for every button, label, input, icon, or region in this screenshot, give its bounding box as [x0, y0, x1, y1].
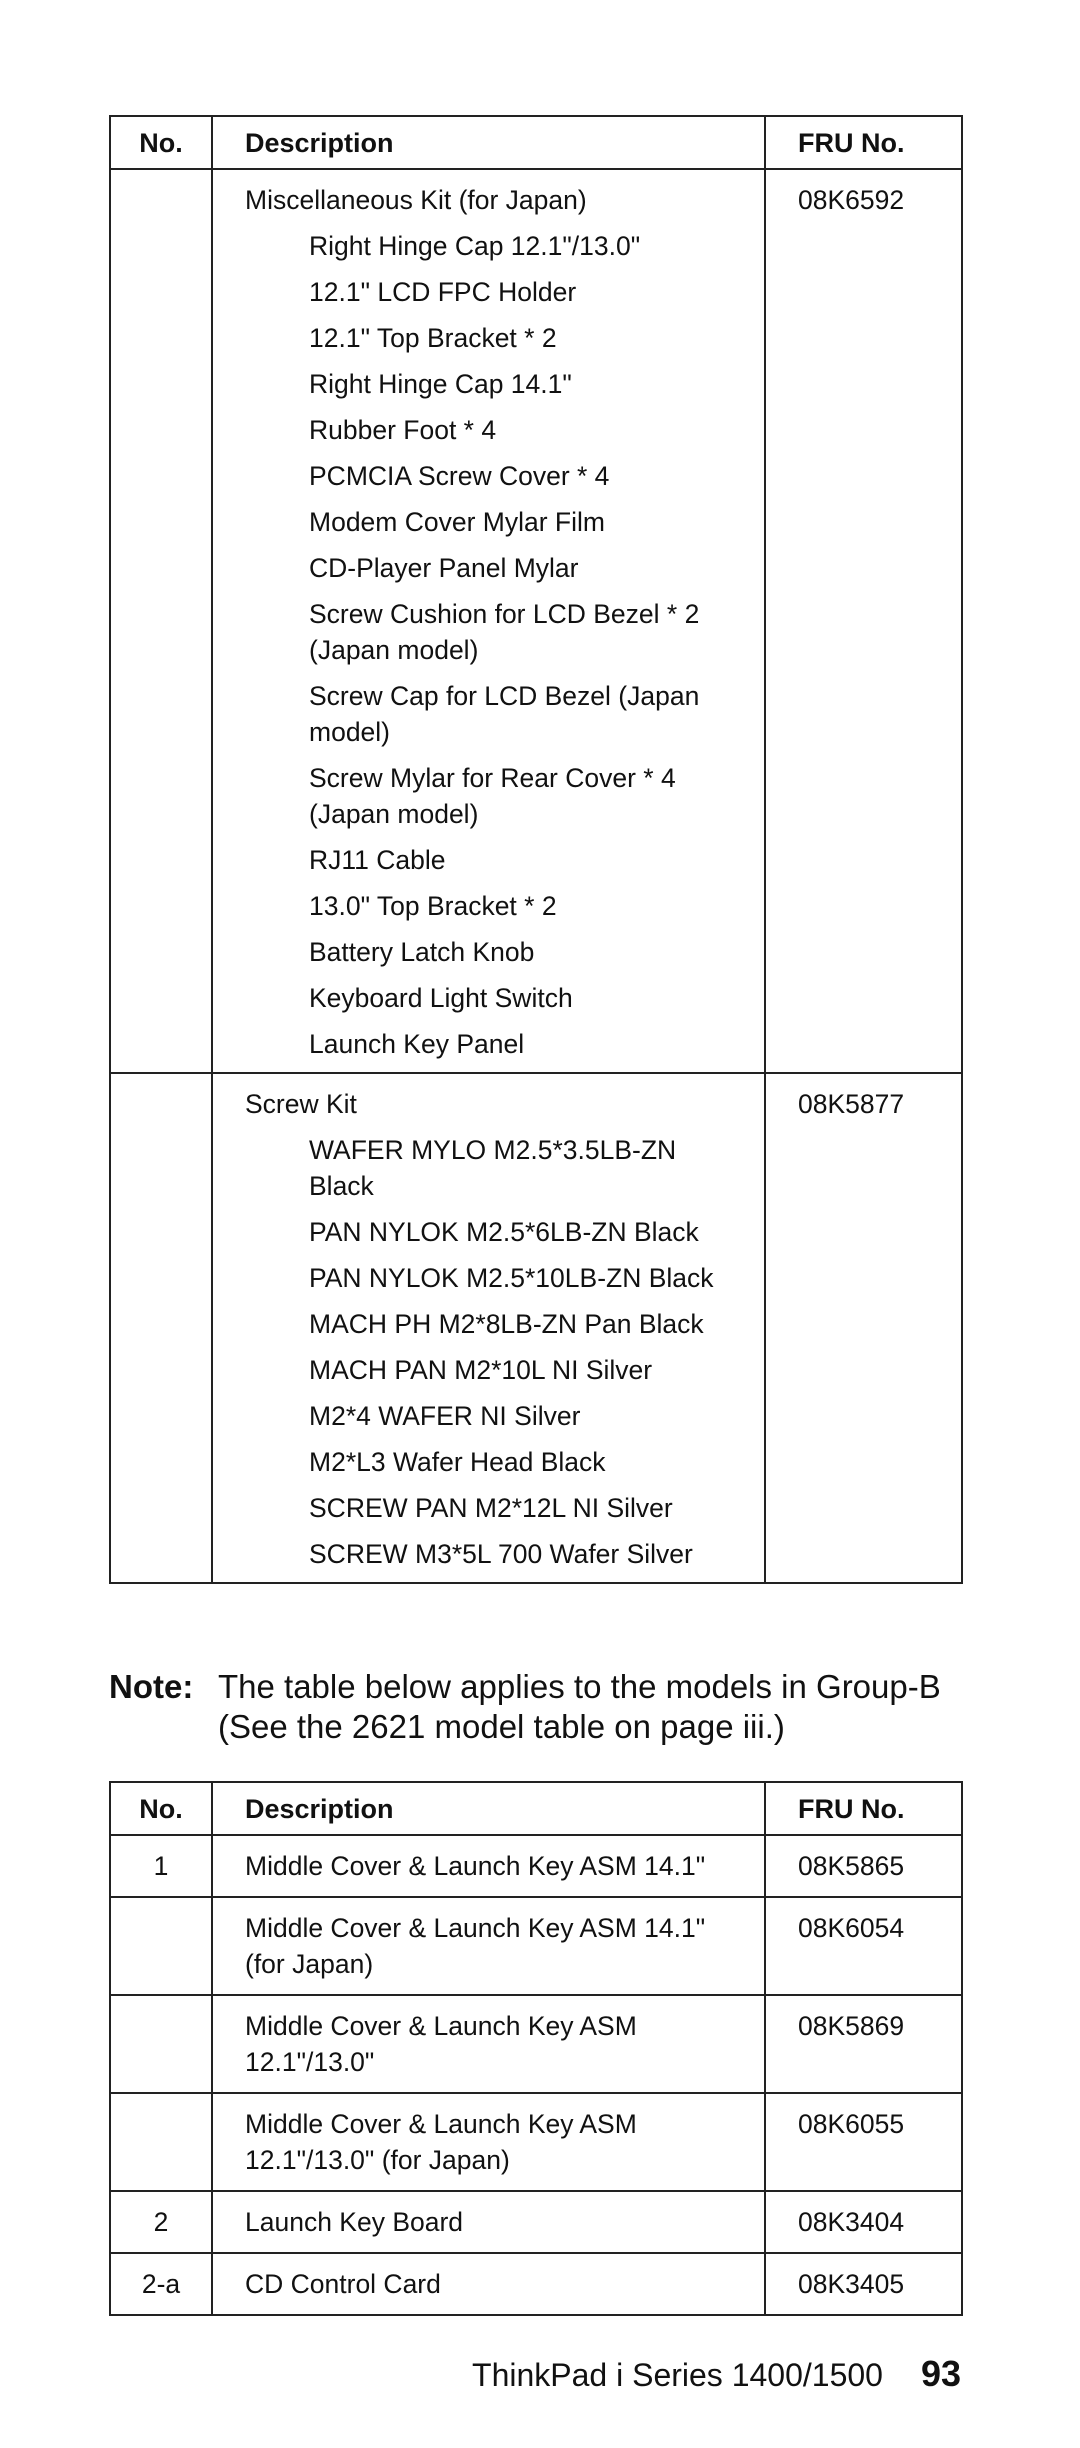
row-description: Middle Cover & Launch Key ASM 14.1" — [212, 1835, 765, 1897]
kit-item: 13.0" Top Bracket * 2 — [309, 891, 557, 921]
fru-number: 08K3405 — [765, 2253, 962, 2315]
table-row-screw-kit — [110, 1073, 962, 1583]
kit-description — [212, 1073, 765, 1583]
note-line: The table below applies to the models in Group-B — [218, 1668, 941, 1705]
header-no: No. — [110, 1782, 212, 1835]
table-row — [110, 2253, 962, 2315]
note-text — [218, 1667, 969, 1747]
row-description: Middle Cover & Launch Key ASM 12.1"/13.0" (for Japan) — [212, 2093, 765, 2191]
kit-item: CD-Player Panel Mylar — [309, 553, 579, 583]
kit-item: Screw Cushion for LCD Bezel * 2 (Japan model) — [309, 599, 700, 665]
row-no: 2-a — [110, 2253, 212, 2315]
kit-item: MACH PAN M2*10L NI Silver — [309, 1355, 653, 1385]
header-fru-no: FRU No. — [765, 116, 962, 169]
fru-number: 08K6055 — [765, 2093, 962, 2191]
fru-number: 08K6592 — [765, 169, 962, 1073]
row-no — [110, 1073, 212, 1583]
kit-item: RJ11 Cable — [309, 845, 446, 875]
kit-item: SCREW M3*5L 700 Wafer Silver — [309, 1539, 693, 1569]
footer-title: ThinkPad i Series 1400/1500 — [472, 2357, 883, 2393]
fru-number: 08K3404 — [765, 2191, 962, 2253]
kit-item: Launch Key Panel — [309, 1029, 525, 1059]
kit-item: PCMCIA Screw Cover * 4 — [309, 461, 610, 491]
row-no: 1 — [110, 1835, 212, 1897]
table-row — [110, 2093, 962, 2191]
page-footer — [472, 2354, 961, 2395]
kit-item: Modem Cover Mylar Film — [309, 507, 605, 537]
kit-item: PAN NYLOK M2.5*6LB-ZN Black — [309, 1217, 699, 1247]
kit-item: M2*L3 Wafer Head Black — [309, 1447, 606, 1477]
row-description: CD Control Card — [212, 2253, 765, 2315]
kit-item-list — [245, 1132, 740, 1572]
table-header-row — [110, 116, 962, 169]
note-label: Note: — [109, 1668, 194, 1705]
table-row — [110, 1995, 962, 2093]
row-description: Middle Cover & Launch Key ASM 14.1" (for Japan) — [212, 1897, 765, 1995]
table-row — [110, 1835, 962, 1897]
fru-table-group-b — [109, 1781, 963, 2316]
fru-number: 08K5869 — [765, 1995, 962, 2093]
table-row — [110, 2191, 962, 2253]
header-description: Description — [212, 1782, 765, 1835]
header-description: Description — [212, 116, 765, 169]
kit-item: Keyboard Light Switch — [309, 983, 573, 1013]
kit-item: Rubber Foot * 4 — [309, 415, 497, 445]
kit-item-list — [245, 228, 740, 1062]
header-fru-no: FRU No. — [765, 1782, 962, 1835]
kit-item: PAN NYLOK M2.5*10LB-ZN Black — [309, 1263, 714, 1293]
table-row-misc-kit — [110, 169, 962, 1073]
fru-number: 08K5877 — [765, 1073, 962, 1583]
kit-item: Right Hinge Cap 14.1" — [309, 369, 572, 399]
row-no — [110, 169, 212, 1073]
page-number: 93 — [920, 2353, 961, 2394]
fru-number: 08K6054 — [765, 1897, 962, 1995]
kit-item: 12.1" Top Bracket * 2 — [309, 323, 557, 353]
header-no: No. — [110, 116, 212, 169]
row-no — [110, 2093, 212, 2191]
kit-title: Screw Kit — [245, 1089, 357, 1119]
kit-item: Screw Mylar for Rear Cover * 4 (Japan model) — [309, 763, 676, 829]
table-header-row — [110, 1782, 962, 1835]
kit-item: Right Hinge Cap 12.1"/13.0" — [309, 231, 641, 261]
row-description: Launch Key Board — [212, 2191, 765, 2253]
row-description: Middle Cover & Launch Key ASM 12.1"/13.0" — [212, 1995, 765, 2093]
note-block — [109, 1667, 969, 1747]
kit-item: MACH PH M2*8LB-ZN Pan Black — [309, 1309, 704, 1339]
fru-number: 08K5865 — [765, 1835, 962, 1897]
kit-item: Screw Cap for LCD Bezel (Japan model) — [309, 681, 700, 747]
fru-table-kits — [109, 115, 963, 1584]
row-no: 2 — [110, 2191, 212, 2253]
kit-item: SCREW PAN M2*12L NI Silver — [309, 1493, 673, 1523]
row-no — [110, 1897, 212, 1995]
kit-item: WAFER MYLO M2.5*3.5LB-ZN Black — [309, 1135, 677, 1201]
kit-description — [212, 169, 765, 1073]
kit-title: Miscellaneous Kit (for Japan) — [245, 185, 587, 215]
table-row — [110, 1897, 962, 1995]
note-line: (See the 2621 model table on page iii.) — [218, 1708, 785, 1745]
kit-item: Battery Latch Knob — [309, 937, 535, 967]
row-no — [110, 1995, 212, 2093]
kit-item: 12.1" LCD FPC Holder — [309, 277, 577, 307]
kit-item: M2*4 WAFER NI Silver — [309, 1401, 581, 1431]
